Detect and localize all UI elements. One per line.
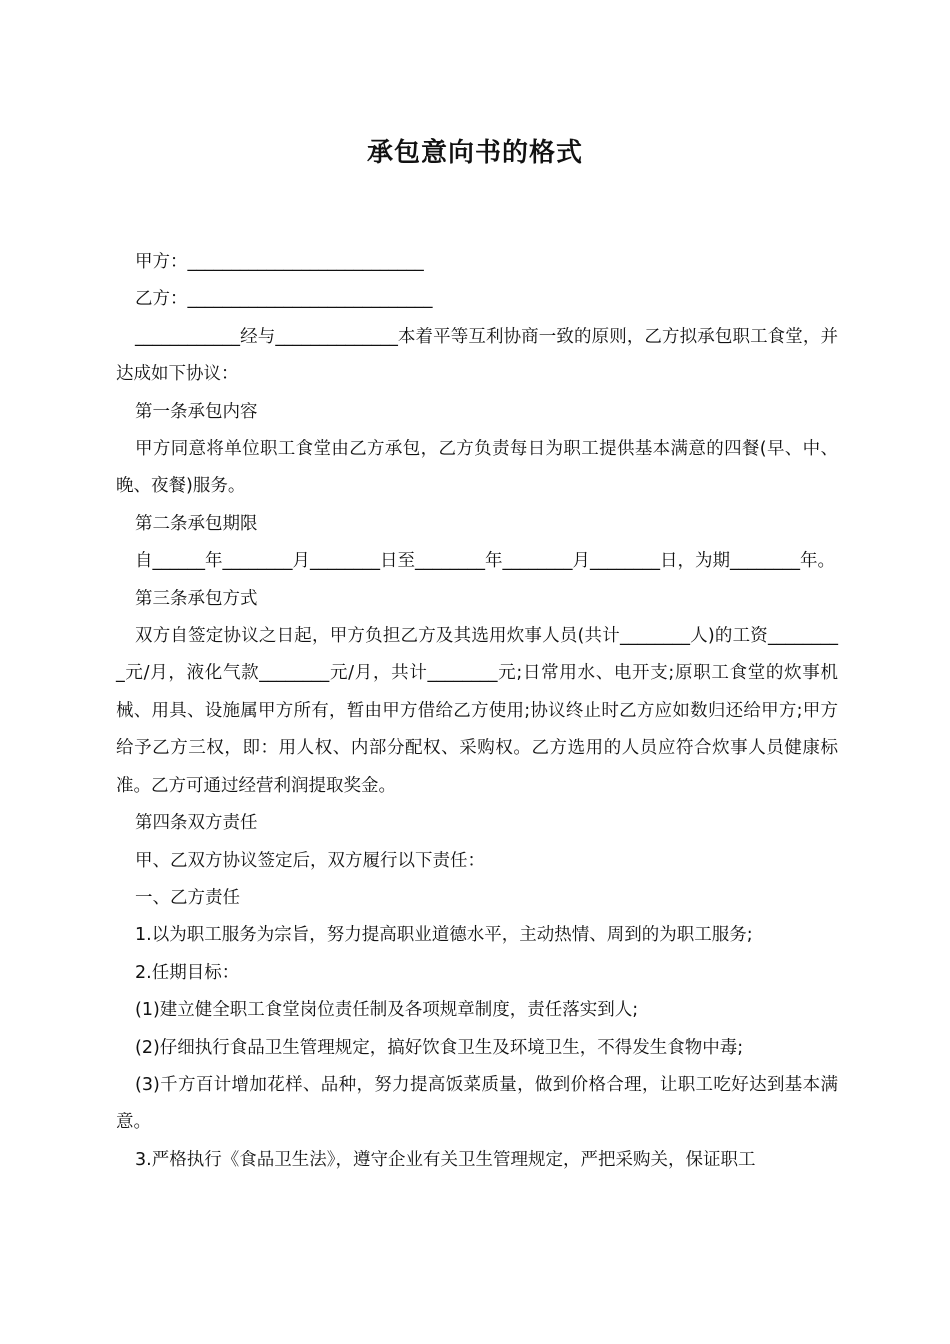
article-1-heading: 第一条承包内容 xyxy=(135,401,258,422)
list-item: (3)千方百计增加花样、品种，努力提高饭菜质量，做到价格合理，让职工吃好达到基本满意。 xyxy=(116,1074,838,1133)
article-1-paragraph: 甲方同意将单位职工食堂由乙方承包，乙方负责每日为职工提供基本满意的四餐(早、中、晚、夜餐)服务。 xyxy=(116,439,838,497)
section-heading: 一、乙方责任 xyxy=(135,887,240,908)
document-body xyxy=(116,244,838,1179)
article-4-heading: 第四条双方责任 xyxy=(135,813,258,834)
article-2-heading: 第二条承包期限 xyxy=(135,513,258,534)
document-title: 承包意向书的格式 xyxy=(366,138,583,168)
article-4-intro: 甲、乙双方协议签定后，双方履行以下责任： xyxy=(135,850,485,871)
article-3-heading: 第三条承包方式 xyxy=(135,588,258,609)
list-item: 3.严格执行《食品卫生法》，遵守企业有关卫生管理规定，严把采购关，保证职工 xyxy=(135,1149,756,1170)
party-b-line: 乙方：____________________________ xyxy=(135,289,433,310)
article-2-paragraph: 自______年________月________日至________年________月________日，为期________年。 xyxy=(135,551,835,572)
list-item: (2)仔细执行食品卫生管理规定，搞好饮食卫生及环境卫生，不得发生食物中毒; xyxy=(135,1037,744,1058)
article-3-paragraph: 双方自签定协议之日起，甲方负担乙方及其选用炊事人员(共计________人)的工资_________元/月，液化气款________元/月，共计________元;日常用水、电开支;原职工食堂的炊事机械、用具、设施属甲方所有，暂由甲方借给乙方使用;协议终止时乙方应如数归还给甲方;甲方给予乙方三权，即：用人权、内部分配权、采购权。乙方选用的人员应符合炊事人员健康标准。乙方可通过经营利润提取奖金。 xyxy=(116,626,838,796)
party-a-line: 甲方：___________________________ xyxy=(135,252,424,272)
list-item: 1.以为职工服务为宗旨，努力提高职业道德水平，主动热情、周到的为职工服务; xyxy=(135,925,753,946)
list-item: 2.任期目标： xyxy=(135,962,240,983)
list-item: (1)建立健全职工食堂岗位责任制及各项规章制度，责任落实到人; xyxy=(135,1000,639,1021)
preamble-paragraph: ____________经与______________本着平等互利协商一致的原则，乙方拟承包职工食堂，并达成如下协议： xyxy=(116,326,838,385)
